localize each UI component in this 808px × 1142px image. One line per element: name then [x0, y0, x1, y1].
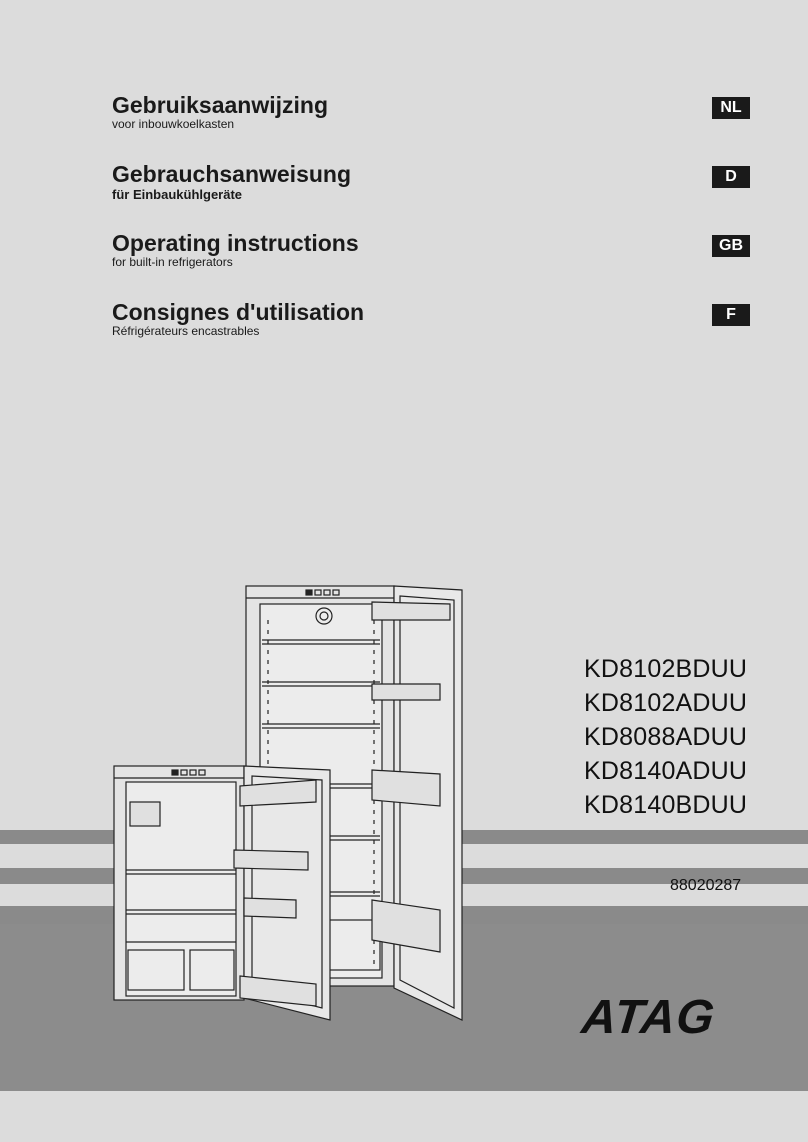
lang-badge-gb: GB [712, 235, 750, 257]
brand-logo: ATAG [579, 991, 718, 1044]
lang-section-gb [112, 230, 359, 269]
lang-badge-f: F [712, 304, 750, 326]
model-item: KD8140ADUU [584, 757, 748, 785]
lang-subtitle-d: für Einbaukühlgeräte [112, 187, 243, 202]
lang-subtitle-f: Réfrigérateurs encastrables [112, 324, 260, 338]
lang-title-d: Gebrauchsanweisung [112, 161, 352, 187]
lang-title-nl: Gebruiksaanwijzing [112, 92, 328, 118]
lang-title-gb: Operating instructions [112, 230, 359, 256]
refrigerator-illustration [110, 580, 470, 1030]
lang-subtitle-gb: for built-in refrigerators [112, 255, 233, 269]
model-item: KD8102ADUU [584, 689, 748, 717]
small-fridge [114, 766, 330, 1020]
lang-subtitle-nl: voor inbouwkoelkasten [112, 117, 235, 131]
model-item: KD8088ADUU [584, 723, 748, 751]
lang-section-d [112, 161, 351, 203]
background-bottom [0, 1091, 808, 1142]
lang-section-f [112, 299, 364, 338]
document-number: 88020287 [670, 877, 742, 894]
lang-badge-nl: NL [712, 97, 750, 119]
lang-section-nl [112, 92, 328, 131]
model-list [584, 652, 784, 822]
lang-title-f: Consignes d'utilisation [112, 299, 365, 325]
model-item: KD8140BDUU [584, 791, 748, 819]
model-item: KD8102BDUU [584, 655, 748, 683]
lang-badge-d: D [712, 166, 750, 188]
